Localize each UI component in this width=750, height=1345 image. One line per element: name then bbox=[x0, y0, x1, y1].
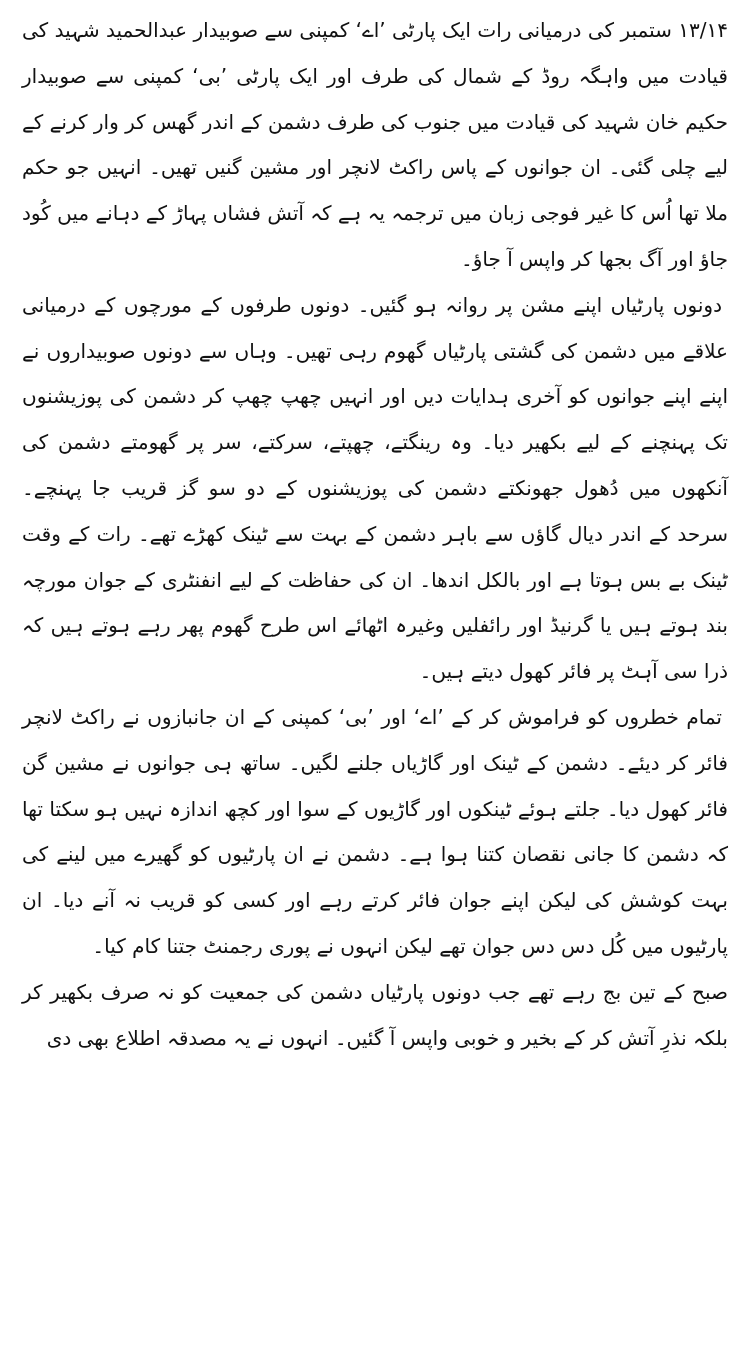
paragraph-2: دونوں پارٹیاں اپنے مشن پر روانہ ہو گئیں۔ دونوں طرفوں کے مورچوں کے درمیانی علاقے میں دشمن کی گشتی پارٹیاں گھوم رہی تھیں۔ وہاں سے دونوں صوبیداروں نے اپنے اپنے جوانوں کو آخری ہدایات دیں اور انہیں چھپ چھپ کر دشمن کی پوزیشنوں تک پہنچنے کے لیے بکھیر دیا۔ وہ رینگتے، چھپتے، سرکتے، سر پر گھومتے دشمن کی آنکھوں میں دُھول جھونکتے دشمن کی پوزیشنوں کے دو سو گز قریب جا پہنچے۔ سرحد کے اندر دیال گاؤں سے باہر دشمن کے بہت سے ٹینک کھڑے تھے۔ رات کے وقت ٹینک بے بس ہوتا ہے اور بالکل اندھا۔ ان کی حفاظت کے لیے انفنٹری کے جوان مورچہ بند ہوتے ہیں یا گرنیڈ اور رائفلیں وغیرہ اٹھائے اس طرح گھوم پھر رہے ہوتے ہیں کہ ذرا سی آہٹ پر فائر کھول دیتے ہیں۔ bbox=[22, 292, 728, 684]
document-page bbox=[22, 8, 728, 1338]
paragraph-1: ۱۳/۱۴ ستمبر کی درمیانی رات ایک پارٹی ’اے‘ کمپنی سے صوبیدار عبدالحمید شہید کی قیادت میں واہگہ روڈ کے شمال کی طرف اور ایک پارٹی ’بی‘ کمپنی سے صوبیدار حکیم خان شہید کی قیادت میں جنوب کی طرف دشمن کے اندر گھس کر وار کرنے کے لیے چلی گئی۔ ان جوانوں کے پاس راکٹ لانچر اور مشین گنیں تھیں۔ انہیں جو حکم ملا تھا اُس کا غیر فوجی زبان میں ترجمہ یہ ہے کہ آتش فشاں پہاڑ کے دہانے میں کُود جاؤ اور آگ بجھا کر واپس آ جاؤ۔ bbox=[21, 18, 728, 271]
paragraph-4: صبح کے تین بج رہے تھے جب دونوں پارٹیاں دشمن کی جمعیت کو نہ صرف بکھیر کر بلکہ نذرِ آتش کر کے بخیر و خوبی واپس آ گئیں۔ انہوں نے یہ مصدقہ اطلاع بھی دی bbox=[22, 979, 728, 1050]
paragraph-3: تمام خطروں کو فراموش کر کے ’اے‘ اور ’بی‘ کمپنی کے ان جانبازوں نے راکٹ لانچر فائر کر دیئے۔ دشمن کے ٹینک اور گاڑیاں جلنے لگیں۔ ساتھ ہی جوانوں نے مشین گن فائر کھول دیا۔ جلتے ہوئے ٹینکوں اور گاڑیوں کے سوا اور کچھ اندازہ نہیں ہو سکتا تھا کہ دشمن کا جانی نقصان کتنا ہوا ہے۔ دشمن نے ان پارٹیوں کو گھیرے میں لینے کی بہت کوشش کی لیکن اپنے جوان فائر کرتے رہے اور کسی کو قریب نہ آنے دیا۔ ان پارٹیوں میں کُل دس دس جوان تھے لیکن انہوں نے پوری رجمنٹ جتنا کام کیا۔ bbox=[22, 704, 728, 958]
